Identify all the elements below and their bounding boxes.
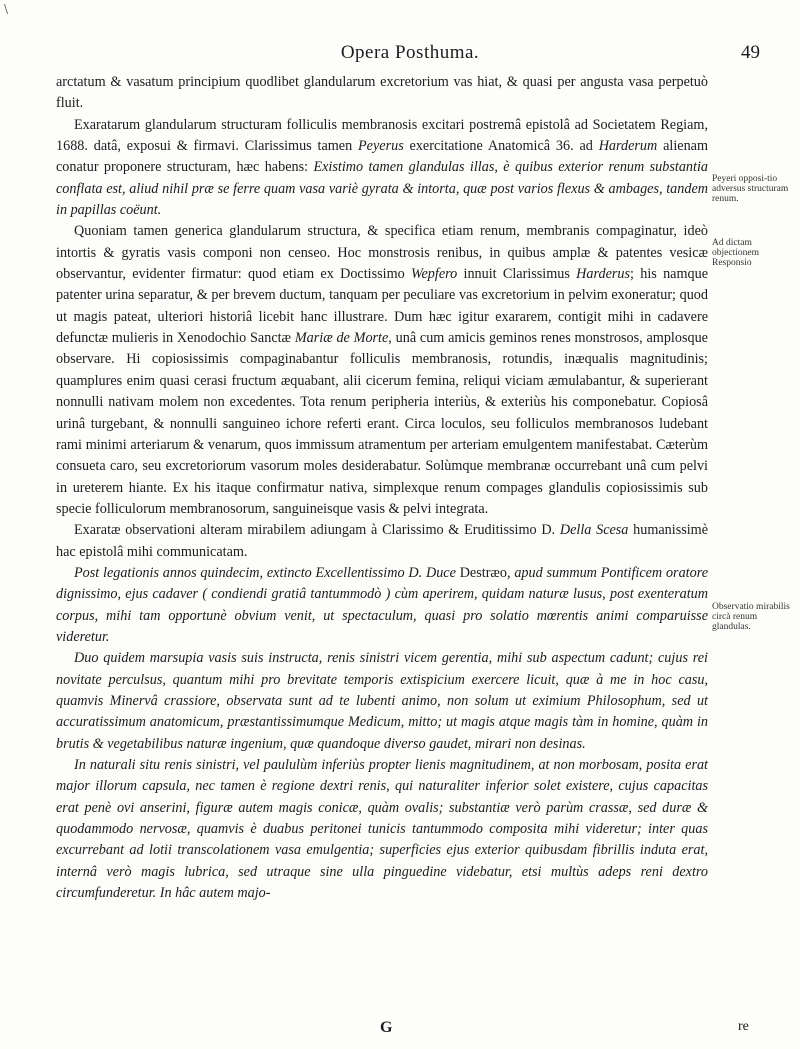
- italic-run: Harderus: [576, 266, 631, 283]
- text-run: exercitatione Anatomicâ 36. ad: [403, 138, 599, 155]
- text-run: , unâ cum amicis geminos renes monstrosos, amplosque observare. Hi copiosissimis compaginabantur folliculis membranosis, rotundis, inæqualis magnitudinis; quamplures enim quasi cerasi fructum æquabant, alii cicerum femina, reliqui viciam æmulabantur, & superierant nonnulli nativam molem non excedentes. Tota renum peripheria interiùs, & exteriùs his componebatur. Copiosâ urinâ turgebant, & nonnulli sanguineo ichore referti erant. Circa loculos, seu folliculos membranosos ludebant rami minimi arteriarum & venarum, quos immissum atramentum per arteriam emulgentem manifestabat. Cæterùm consueta caro, seu excretoriorum vasorum moles desiderabatur. Solùmque membranæ occurrebant unâ cum pelvi in ureterem hiante. Ex his itaque confirmatur nativa, simplexque renum compages glandulis copiosissimis sub specie folliculorum membranosorum, sanguineisque vasis & pelvi integrata.: [56, 330, 708, 517]
- text-run: Quoniam tamen generica glandularum structura, & specifica etiam renum, membranis compaginatur, ideò intortis & gyratis vasis componi non censeo. Hoc monstrosis renibus, in quibus amplæ & patentes vesicæ observantur, evidenter firmatur: quod etiam ex Doctissimo: [56, 223, 708, 283]
- text-run: innuit Clarissimus: [457, 266, 577, 283]
- stray-mark: \: [4, 2, 9, 16]
- margin-note-peyer: Peyeri opposi-tio adversus structuram renum.: [712, 174, 789, 204]
- italic-run: Della Scesa: [559, 522, 629, 539]
- paragraph: [56, 520, 708, 563]
- italic-run: Harderum: [598, 138, 658, 155]
- margin-note-responsio: Ad dictam objectionem Responsio: [712, 238, 759, 268]
- margin-note-observatio: Observatio mirabilis circà renum glandulas.: [712, 602, 790, 632]
- running-head: Opera Posthuma.: [340, 42, 480, 63]
- paragraph: [56, 563, 708, 648]
- body-text: [56, 72, 708, 904]
- paragraph: [56, 72, 708, 115]
- text-run: ; his namque patenter urina separatur, & per brevem ductum, tanquam per peculiare vas excretorium in pelvim exoneratur; quod ut magis pateat, ulteriori historiâ licebit hanc illustrare. Dum hæc igitur exararem, contigit mihi in cadavere defunctæ mulieris in Xenodochio Sanctæ: [56, 266, 709, 347]
- text-run: humanissimè hac epistolâ mihi communicatam.: [56, 522, 709, 560]
- italic-run: Existimo tamen glandulas illas, è quibus exterior renum substantia conflata est, aliud nihil præ se ferre quam vasa variè gyrata & intorta, quæ post varios flexus & ambages, tandem in papillas coëunt.: [56, 159, 708, 219]
- italic-run: Peyerus: [358, 138, 404, 155]
- paragraph: [56, 648, 708, 755]
- paragraph: [56, 221, 708, 520]
- text-run: arctatum & vasatum principium quodlibet glandularum excretorium vas hiat, & quasi per angusta vasa perpetuò fluit.: [56, 74, 708, 112]
- text-run: Exaratæ observationi alteram mirabilem adiungam à Clarissimo & Eruditissimo D.: [74, 522, 560, 539]
- page-header: [60, 42, 760, 72]
- italic-run: Mariæ de Morte: [294, 330, 389, 347]
- italic-run: Wepfero: [411, 266, 458, 283]
- text-run: Exaratarum glandularum structuram folliculis membranosis excitari postremâ epistolâ ad Societatem Regiam, 1688. datâ, exposui & firmavi. Clarissimus tamen: [56, 116, 708, 155]
- paragraph: [56, 755, 708, 904]
- signature-mark: G: [380, 1019, 393, 1036]
- text-run: , apud summum Pontificem oratore dignissimo, ejus cadaver ( condiendi gratiâ tantummodò ) cùm aperirem, quidam naturæ lusus, post exenteratum corpus, mihi tam opportunè obvium venit, ut spectaculum, quasi pro solatio mœrentis animi comparuisse videretur.: [56, 564, 708, 645]
- page-number: 49: [741, 42, 760, 63]
- catchword: re: [738, 1019, 749, 1034]
- text-run: In naturali situ renis sinistri, vel paululùm inferiùs propter lienis magnitudinem, at non morbosam, posita erat major illorum capsula, nec tamen è regione dextri renis, qui naturaliter inferior solet existere, cujus capacitas erat penè ovi anserini, figuræ autem magis conicæ, quàm ovalis; substantiæ verò parùm crassæ, sed duræ & quodammodo nervosæ, quamvis è duabus peritonei tunicis tantummodo composita mihi videretur; inter quas excurrebant ad lotii transcolationem vasa emulgentia; superficies ejus exterior quibusdam fibrillis induta erat, internâ verò magis lubrica, sed utraque sine ulla pinguedine videbatur, etsi multùs adeps reni dextro circumfunderetur. In hâc autem majo-: [56, 757, 708, 902]
- paragraph: [56, 115, 708, 222]
- text-run: alienam conatur proponere structuram, hæc habens:: [56, 138, 709, 176]
- text-run: Post legationis annos quindecim, extincto Excellentissimo D. Duce: [74, 564, 460, 581]
- text-run: Duo quidem marsupia vasis suis instructa, renis sinistri vicem gerentia, mihi sub aspectum cadunt; cujus rei novitate perculsus, quantum mihi pro brevitate temporis extispicium exercere licuit, quæ à me in hoc casu, quamvis Minervâ crassiore, observata sunt ad te lubenti animo, non solum ut eximium Philosophum, sed ut accuratissimum anatomicum, præstantissimumque Medicum, mitto; ut magis atque magis tàm in homine, quàm in brutis & vegetabilibus naturæ ingenium, quæ quandoque diverso gaudet, mirari non desinas.: [56, 650, 708, 752]
- text-run: Destræo: [459, 564, 507, 581]
